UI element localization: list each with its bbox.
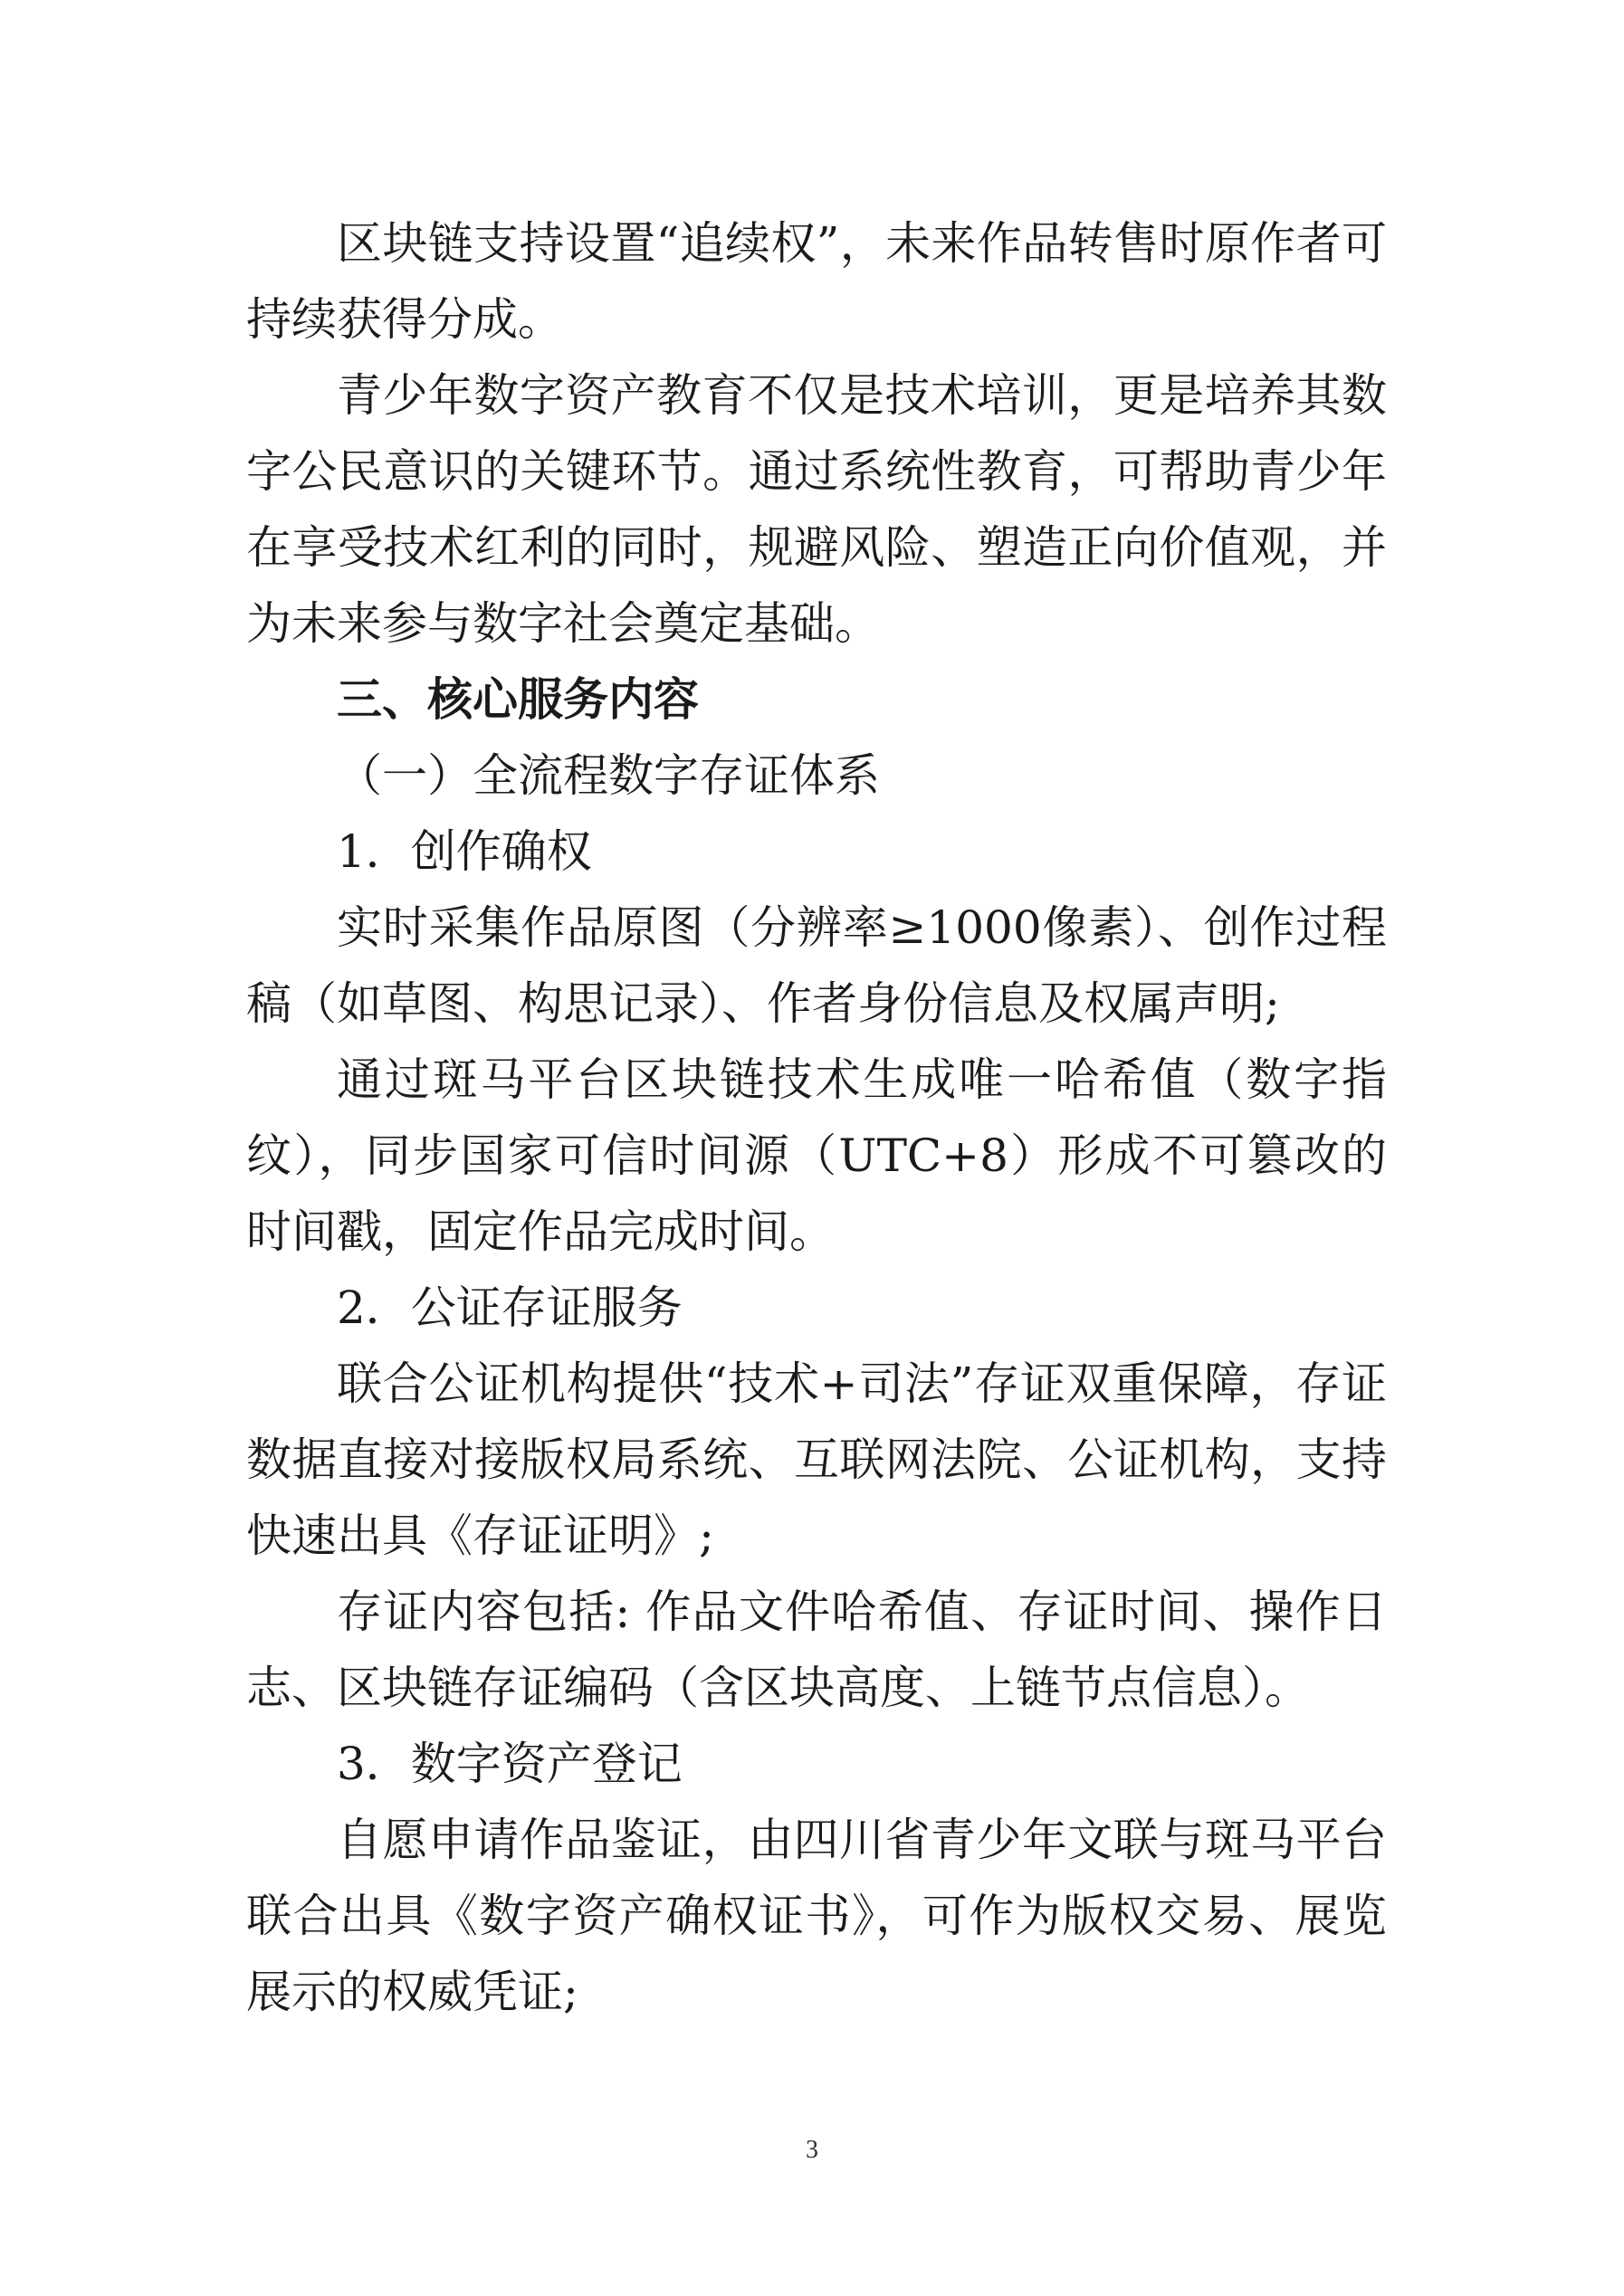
paragraph-evidence-contents: 存证内容包括: 作品文件哈希值、存证时间、操作日志、区块链存证编码（含区块高度、上链节点信息）。	[246, 1586, 1387, 1714]
item-heading-notary-service: 2．公证存证服务	[337, 1281, 683, 1334]
item-heading-asset-registration: 3．数字资产登记	[337, 1738, 683, 1790]
paragraph-realtime-capture: 实时采集作品原图（分辨率≥1000像素）、创作过程稿（如草图、构思记录）、作者身份信息及权属声明;	[246, 901, 1387, 1030]
section-heading-core-services: 三、核心服务内容	[337, 672, 699, 726]
paragraph-resale-royalty: 区块链支持设置“追续权”，未来作品转售时原作者可持续获得分成。	[246, 217, 1387, 346]
page-number: 3	[806, 2136, 818, 2164]
document-body	[246, 205, 1387, 2030]
paragraph-blockchain-hash: 通过斑马平台区块链技术生成唯一哈希值（数字指纹），同步国家可信时间源（UTC+8）形成不可篡改的时间戳，固定作品完成时间。	[246, 1053, 1387, 1258]
paragraph-notary-guarantee: 联合公证机构提供“技术+司法”存证双重保障，存证数据直接对接版权局系统、互联网法院、公证机构，支持快速出具《存证证明》;	[246, 1358, 1387, 1562]
paragraph-youth-education: 青少年数字资产教育不仅是技术培训，更是培养其数字公民意识的关键环节。通过系统性教育，可帮助青少年在享受技术红利的同时，规避风险、塑造正向价值观，并为未来参与数字社会奠定基础。	[246, 369, 1387, 650]
subsection-heading-evidence-system: （一）全流程数字存证体系	[337, 749, 880, 802]
paragraph-certificate: 自愿申请作品鉴证，由四川省青少年文联与斑马平台联合出具《数字资产确权证书》，可作为版权交易、展览展示的权威凭证;	[246, 1814, 1387, 2018]
item-heading-creation-rights: 1．创作确权	[337, 825, 592, 878]
